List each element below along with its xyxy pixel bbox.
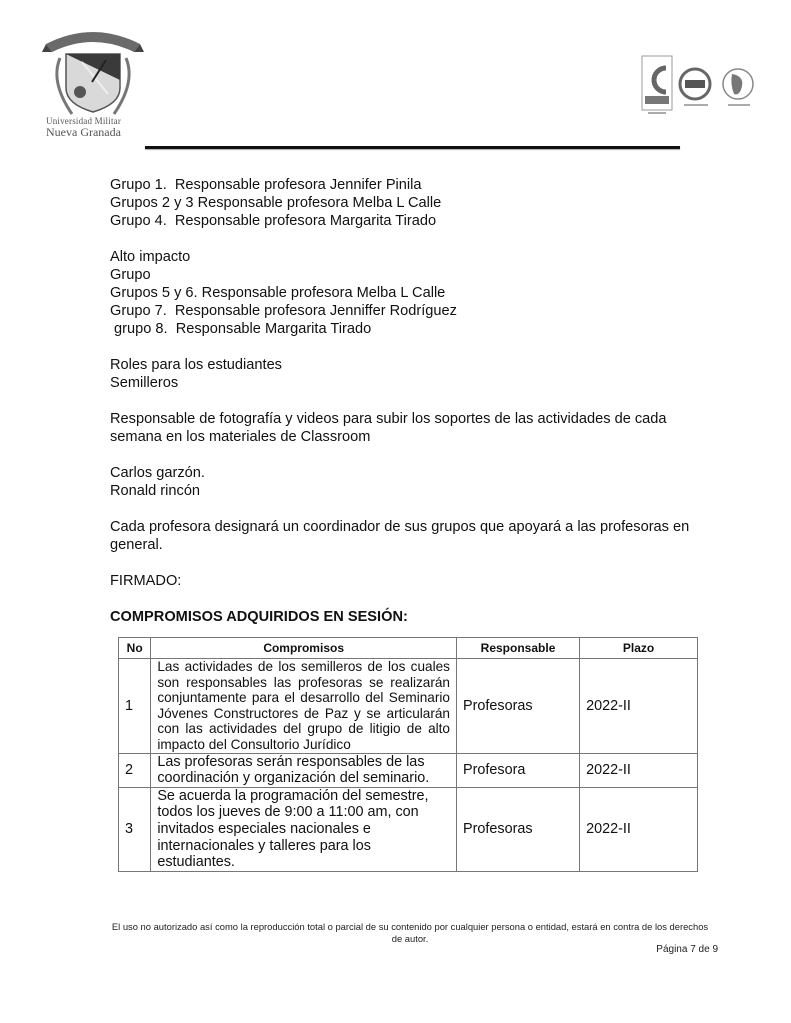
group-line: Grupos 2 y 3 Responsable profesora Melba L Calle [110, 195, 442, 211]
high-impact-line: Grupo [110, 267, 151, 283]
document-body [110, 176, 710, 626]
colombia-seal-icon [723, 69, 753, 106]
high-impact-block [110, 248, 710, 338]
iqnet-seal-icon [680, 69, 710, 106]
row-number: 1 [119, 659, 151, 754]
header-no: No [119, 638, 151, 659]
header-divider [145, 146, 680, 149]
roles-line: Roles para los estudiantes [110, 357, 282, 373]
university-name-line2: Nueva Granada [46, 125, 121, 139]
row-responsible: Profesoras [456, 787, 579, 871]
student-roles-block [110, 356, 710, 392]
high-impact-line: Alto impacto [110, 249, 191, 265]
row-number: 3 [119, 787, 151, 871]
high-impact-line: Grupo 7. Responsable profesora Jenniffer Rodríguez [110, 303, 457, 319]
signed-label: FIRMADO: [110, 573, 182, 589]
header-responsable: Responsable [456, 638, 579, 659]
commitments-table [118, 637, 698, 872]
row-number: 2 [119, 753, 151, 787]
table-row [119, 753, 698, 787]
coordinator-paragraph: Cada profesora designará un coordinador de sus grupos que apoyará a las profesoras en general. [110, 519, 690, 553]
roles-line: Semilleros [110, 375, 179, 391]
copyright-notice: El uso no autorizado así como la reproducción total o parcial de su contenido por cualquier persona o entidad, estará en contra de los derechos de autor. [111, 921, 709, 944]
row-commitment: Las profesoras serán responsables de las coordinación y organización del seminario. [151, 753, 457, 787]
student-name: Ronald rincón [110, 483, 201, 499]
header-plazo: Plazo [580, 638, 698, 659]
photo-responsibility-paragraph: Responsable de fotografía y videos para subir los soportes de las actividades de cada semana en los materiales de Classroom [110, 411, 667, 445]
row-deadline: 2022-II [580, 753, 698, 787]
student-names-block [110, 464, 710, 500]
row-commitment: Se acuerda la programación del semestre, todos los jueves de 9:00 a 11:00 am, con invitados especiales nacionales e internacionales y talleres para los estudiantes. [151, 787, 457, 871]
row-deadline: 2022-II [580, 659, 698, 754]
university-name [46, 116, 156, 138]
header-compromisos: Compromisos [151, 638, 457, 659]
row-deadline: 2022-II [580, 787, 698, 871]
page-number: Página 7 de 9 [656, 944, 718, 955]
table-row [119, 787, 698, 871]
student-name: Carlos garzón. [110, 465, 205, 481]
groups-block [110, 176, 710, 230]
commitments-title: COMPROMISOS ADQUIRIDOS EN SESIÓN: [110, 609, 408, 625]
university-name-line1: Universidad Militar [46, 116, 122, 126]
group-line: Grupo 1. Responsable profesora Jennifer Pinila [110, 177, 422, 193]
row-responsible: Profesora [456, 753, 579, 787]
crest-icon [42, 22, 144, 118]
certification-logos [640, 54, 760, 118]
group-line: Grupo 4. Responsable profesora Margarita Tirado [110, 213, 437, 229]
high-impact-line: Grupos 5 y 6. Responsable profesora Melba L Calle [110, 285, 446, 301]
icontec-certificate-icon [642, 56, 672, 114]
row-responsible: Profesoras [456, 659, 579, 754]
table-header-row [119, 638, 698, 659]
high-impact-line: grupo 8. Responsable Margarita Tirado [110, 321, 372, 337]
table-row [119, 659, 698, 754]
row-commitment: Las actividades de los semilleros de los cuales son responsables las profesoras se realizarán conjuntamente para el desarrollo del Seminario Jóvenes Constructores de Paz y se articularán con las actividades del grupo de litigio de alto impacto del Consultorio Jurídico [151, 659, 457, 754]
